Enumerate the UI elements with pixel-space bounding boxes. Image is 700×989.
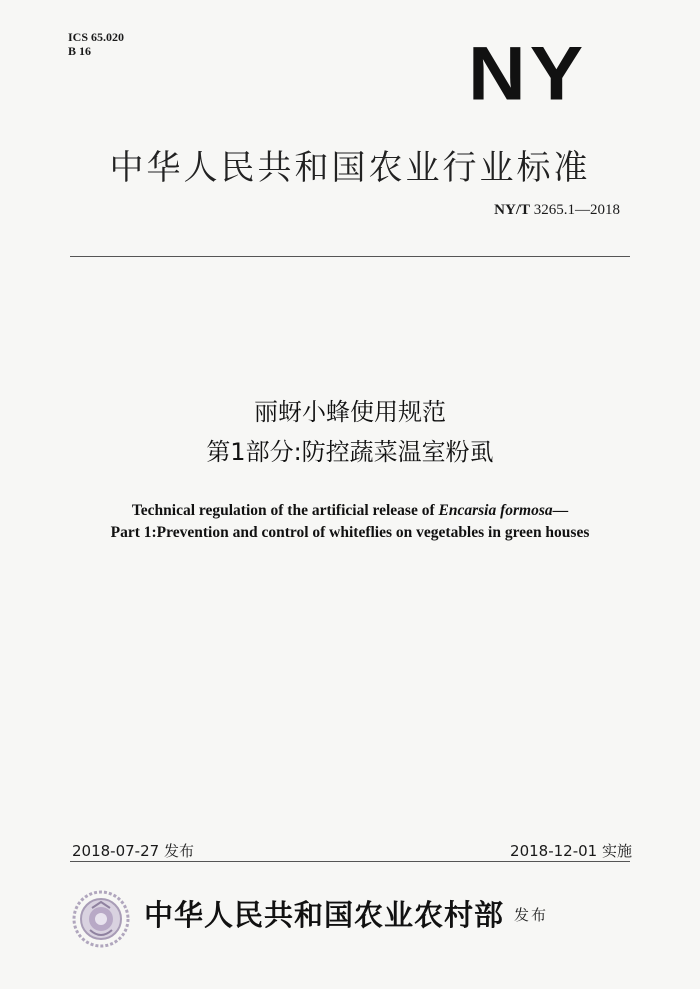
top-divider [70,256,630,257]
bottom-divider [70,861,630,862]
standard-number [494,202,620,219]
ny-logo: NY [468,31,588,116]
issued-label: 发布 [514,906,549,924]
title-en-line1 [0,502,700,520]
ics-code: ICS 65.020 [68,30,125,44]
class-code: B 16 [68,44,92,58]
issuing-authority: 中华人民共和国农业农村部 [144,898,505,932]
title-en-prefix: Technical regulation of the artificial release of [131,502,439,519]
publish-date: 2018-07-27 发布 [72,842,194,860]
title-cn-line2: 第1部分:防控蔬菜温室粉虱 [206,438,494,466]
title-en-dash: — [552,502,569,519]
species-name: Encarsia formosa [438,502,553,519]
standard-code: 3265.1—2018 [530,202,620,218]
classification-codes [68,30,124,58]
implement-date: 2018-12-01 实施 [510,842,632,860]
ministry-emblem-icon [72,890,130,948]
title-cn-line1: 丽蚜小蜂使用规范 [254,398,446,426]
title-en-line2: Part 1:Prevention and control of whiteflies on vegetables in green houses [110,524,590,541]
standard-name: 中华人民共和国农业行业标准 [109,148,591,188]
standard-prefix: NY/T [494,202,530,218]
